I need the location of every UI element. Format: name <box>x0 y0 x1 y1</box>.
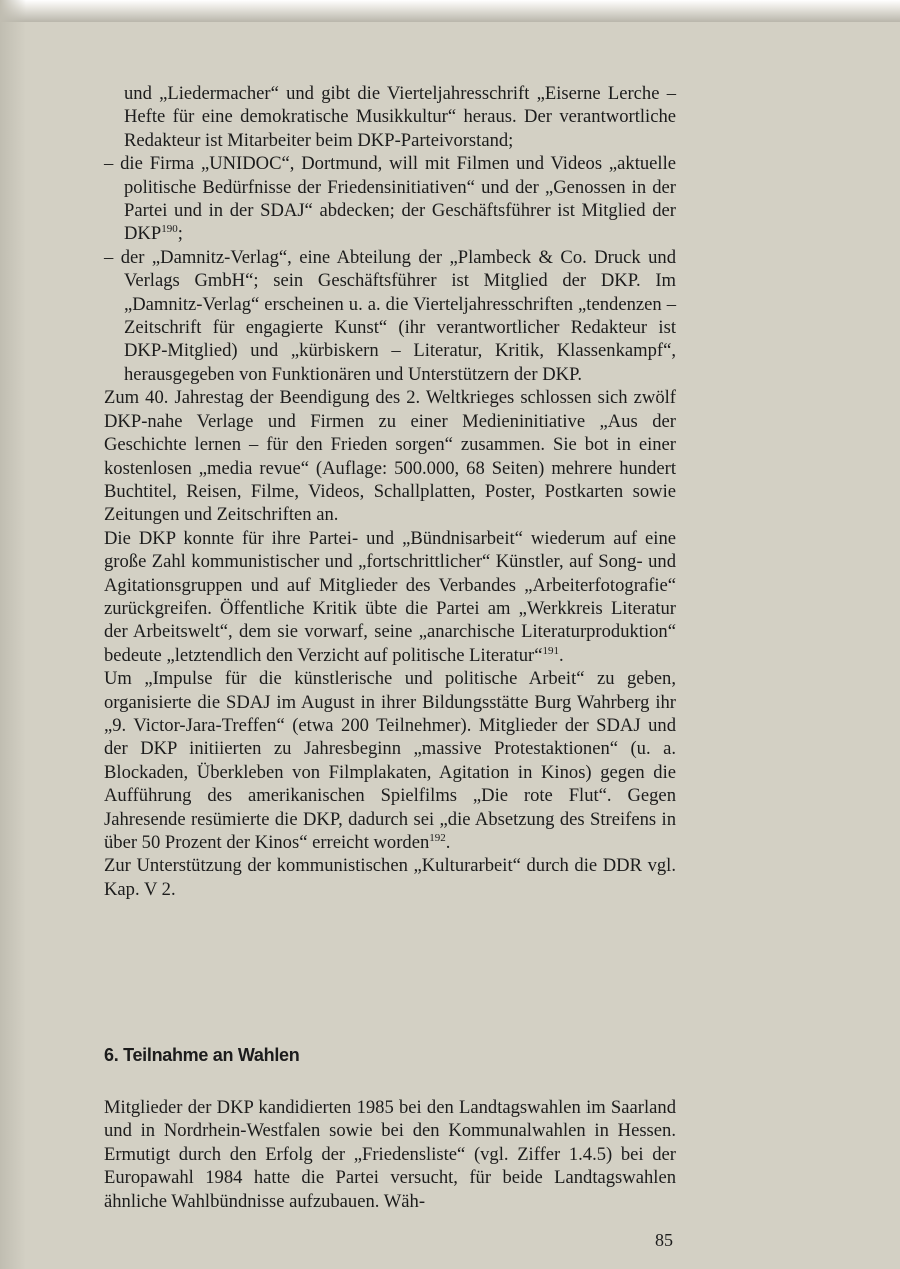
paragraph-tail: ; <box>177 223 183 245</box>
section-heading: 6. Teilnahme an Wahlen <box>104 1045 300 1065</box>
paragraph-text: Die DKP konnte für ihre Partei- und „Bündnisarbeit“ wiederum auf eine große Zahl kommunistischer und „fortschrittlicher“ Künstler, auf Song- und Agitationsgruppen und auf Mitglieder des Verbandes „Arbeiterfotografie“ zurückgreifen. Öffentliche Kritik übte die Partei am „Werkkreis Literatur der Arbeitswelt“, dem sie vorwarf, seine „anarchische Literaturproduktion“ bedeute „letztendlich den Verzicht auf politische Literatur“ <box>104 527 676 666</box>
footnote-reference: 190 <box>161 223 178 236</box>
paragraph <box>104 854 676 901</box>
body-text <box>104 82 676 901</box>
paragraph-text: Zum 40. Jahrestag der Beendigung des 2. Weltkrieges schlossen sich zwölf DKP-nahe Verlage und Firmen zu einer Medieninitiative „Aus der Geschichte lernen – für den Frieden sorgen“ zusammen. Sie bot in einer kostenlosen „media revue“ (Auflage: 500.000, 68 Seiten) mehrere hundert Buchtitel, Reisen, Filme, Videos, Schallplatten, Poster, Postkarten sowie Zeitungen und Zeitschriften an. <box>104 387 676 526</box>
paragraph-text: Zur Unterstützung der kommunistischen „Kulturarbeit“ durch die DDR vgl. Kap. V 2. <box>104 855 676 900</box>
footnote-reference: 192 <box>429 831 446 844</box>
paragraph <box>104 82 676 152</box>
page-number: 85 <box>655 1230 673 1250</box>
paragraph-text: – der „Damnitz-Verlag“, eine Abteilung der „Plambeck & Co. Druck und Verlags GmbH“; sein Geschäftsführer ist Mitglied der DKP. Im „Damnitz-Verlag“ erscheinen u. a. die Vierteljahresschriften „tendenzen – Zeitschrift für engagierte Kunst“ (ihr verantwortlicher Redakteur ist DKP-Mitglied) und „kürbiskern – Literatur, Kritik, Klassenkampf“, herausgegeben von Funktionären und Unterstützern der DKP. <box>104 246 676 385</box>
paragraph <box>104 527 676 667</box>
section-text <box>104 1096 676 1213</box>
paragraph-tail: . <box>558 644 564 666</box>
paragraph <box>104 246 676 386</box>
footnote-reference: 191 <box>542 644 559 657</box>
paragraph-text: und „Liedermacher“ und gibt die Vierteljahresschrift „Eiserne Lerche – Hefte für eine demokratische Musikkultur“ heraus. Der verantwortliche Redakteur ist Mitarbeiter beim DKP-Parteivorstand; <box>124 83 676 151</box>
paragraph-text: – die Firma „UNIDOC“, Dortmund, will mit Filmen und Videos „aktuelle politische Bedürfnisse der Friedensinitiativen“ und der „Genossen in der Partei und in der SDAJ“ abdecken; der Geschäftsführer ist Mitglied der DKP <box>104 153 676 245</box>
paragraph-text: Um „Impulse für die künstlerische und politische Arbeit“ zu geben, organisierte die SDAJ im August in ihrer Bildungsstätte Burg Wahrberg ihr „9. Victor-Jara-Treffen“ (etwa 200 Teilnehmer). Mitglieder der SDAJ und der DKP initiierten zu Jahresbeginn „massive Protestaktionen“ (u. a. Blockaden, Überkleben von Filmplakaten, Agitation in Kinos) gegen die Aufführung des amerikanischen Spielfilms „Die rote Flut“. Gegen Jahresende resümierte die DKP, dadurch sei „die Absetzung des Streifens in über 50 Prozent der Kinos“ erreicht worden <box>104 668 676 853</box>
paragraph-tail: . <box>445 832 451 853</box>
paragraph <box>104 386 676 526</box>
scan-top-edge <box>0 0 900 22</box>
paragraph: Mitglieder der DKP kandidierten 1985 bei den Landtagswahlen im Saarland und in Nordrhein-Westfalen sowie bei den Kommunalwahlen in Hessen. Ermutigt durch den Erfolg der „Friedensliste“ (vgl. Ziffer 1.4.5) bei der Europawahl 1984 hatte die Partei versucht, für beide Landtagswahlen ähnliche Wahlbündnisse aufzubauen. Wäh- <box>104 1097 676 1212</box>
paragraph <box>104 152 676 246</box>
paragraph <box>104 667 676 854</box>
scan-left-shadow <box>0 0 26 1269</box>
